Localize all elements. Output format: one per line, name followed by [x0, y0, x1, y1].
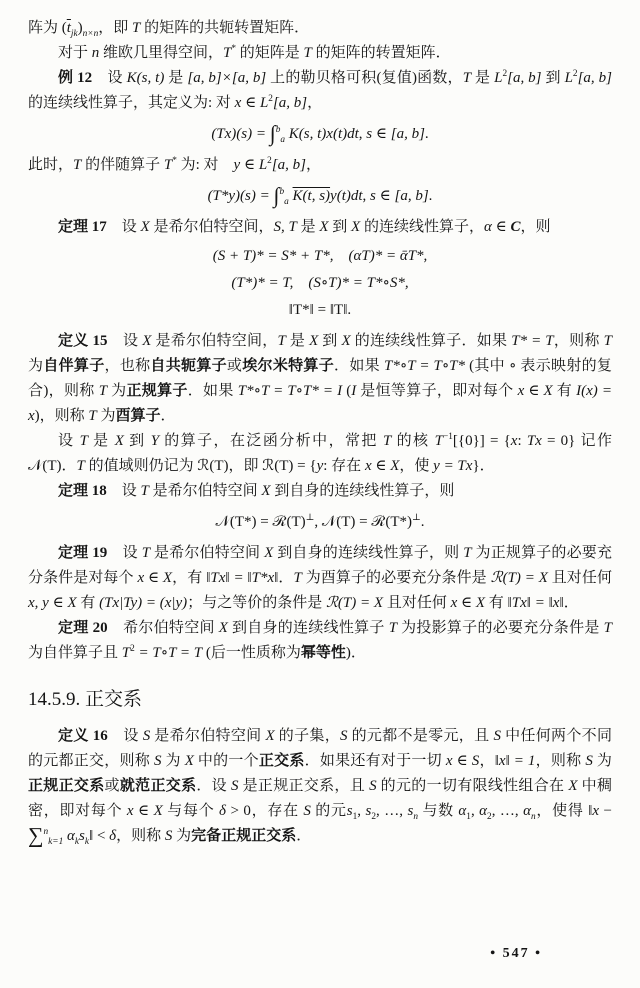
example-12: 例 12 设 K(s, t) 是 [a, b]×[a, b] 上的勒贝格可积(复值)函数，T 是 $L^2[a$, b] 到 $L^2[a$, b] 的连续线性算子，其定义为: 对 x ∈ $L^2[a$, b]， [28, 69, 612, 111]
para-kernel-range: 设 T 是 X 到 Y 的算子，在泛函分析中，常把 T 的核 $T^{-1}[\{0\}] = \{x$: Tx = 0} 记作 𝒩(T)．T 的值域则仍记为 ℛ(T)，即 ℛ(T) = {y: 存在 x ∈ X，使 y = Tx}． [28, 432, 612, 474]
formula-adjoint-integral: (T*y)(s) = ∫$^b_a$ K(t, s)y(t)dt, s ∈ [a, b]. [207, 183, 433, 208]
section-heading: 14.5.9. 正交系 [28, 689, 143, 710]
formula-sum-adjoint: (S + T)* = S* + T*, (αT)* = ᾱT*, [212, 248, 428, 264]
theorem-19: 定理 19 设 T 是希尔伯特空间 X 到自身的连续线性算子，则 T 为正规算子的必要充分条件是对每个 x ∈ X，有 ‖Tx‖ = ‖T*x‖．T 为酉算子的必要充分条件是 ℛ(T) = X 且对任何 x, y ∈ X 有 (Tx|Ty) = (x|y)；与之等价的条件是 ℛ(T) = X 且对任何 x ∈ X 有 ‖Tx‖ = ‖x‖． [28, 545, 612, 611]
theorem-20: 定理 20 希尔伯特空间 X 到自身的连续线性算子 T 为投影算子的必要充分条件是 T 为自伴算子且 $T^2$ = T∘T = T (后一性质称为幂等性)． [28, 620, 612, 661]
para-conjugate-transpose-matrix: 阵为 $(\overline{t}_{jk})_{n\times n}$，即 T 的矩阵的共轭转置矩阵． [28, 20, 310, 39]
formula-double-adjoint: (T*)* = T, (S∘T)* = T*∘S*, [231, 275, 409, 291]
formula-kernel-range-orthogonal: 𝒩(T*) = ℛ(T)⊥, 𝒩(T) = ℛ(T*)⊥. [215, 513, 425, 530]
formula-tx-integral: (Tx)(s) = ∫$^b_a$ K(s, t)x(t)dt, s ∈ [a, b]. [211, 121, 429, 146]
theorem-17: 定理 17 设 X 是希尔伯特空间，S, T 是 X 到 X 的连续线性算子，α ∈ C，则 [58, 219, 551, 235]
page-number: • 547 • [490, 946, 542, 961]
para-adjoint-operator: 此时，T 的伴随算子 T* 为: 对 y ∈ $L^2[a$, b]， [28, 156, 322, 173]
formula-norm-equality: ‖T*‖ = ‖T‖. [288, 302, 352, 318]
definition-16: 定义 16 设 S 是希尔伯特空间 X 的子集，S 的元都不是零元，且 S 中任何两个不同的元都正交，则称 S 为 X 中的一个正交系．如果还有对于一切 x ∈ S，‖x‖ = 1，则称 S 为正规正交系或就范正交系．设 S 是正规正交系，且 S 的元的一切有限线性组合在 X 中稠密，即对每个 x ∈ X 与每个 δ > 0，存在 S 的元$s_1$, $s_2$, …, $s_n$ 与数 $\alpha_1$, $\alpha_2$, …, $\alpha_n$，使得 ‖x − ∑$^n_{k=1}$ $\alpha_ks_k‖ < \delta$，则称 S 为完备正规正交系． [28, 728, 612, 848]
para-euclidean-transpose: 对于 n 维欧几里得空间，T* 的矩阵是 T 的矩阵的转置矩阵． [58, 44, 451, 61]
theorem-18: 定理 18 设 T 是希尔伯特空间 X 到自身的连续线性算子，则 [58, 483, 455, 499]
theorem-17-formulas [28, 244, 612, 323]
definition-15: 定义 15 设 X 是希尔伯特空间，T 是 X 到 X 的连续线性算子．如果 T* = T，则称 T 为自伴算子，也称自共轭算子或埃尔米特算子．如果 T*∘T = T∘T* (其中 ∘ 表示映射的复合)，则称 T 为正规算子．如果 T*∘T = T∘T* = I (I 是恒等算子，即对每个 x ∈ X 有 I(x) = x)，则称 T 为酉算子． [28, 333, 612, 424]
